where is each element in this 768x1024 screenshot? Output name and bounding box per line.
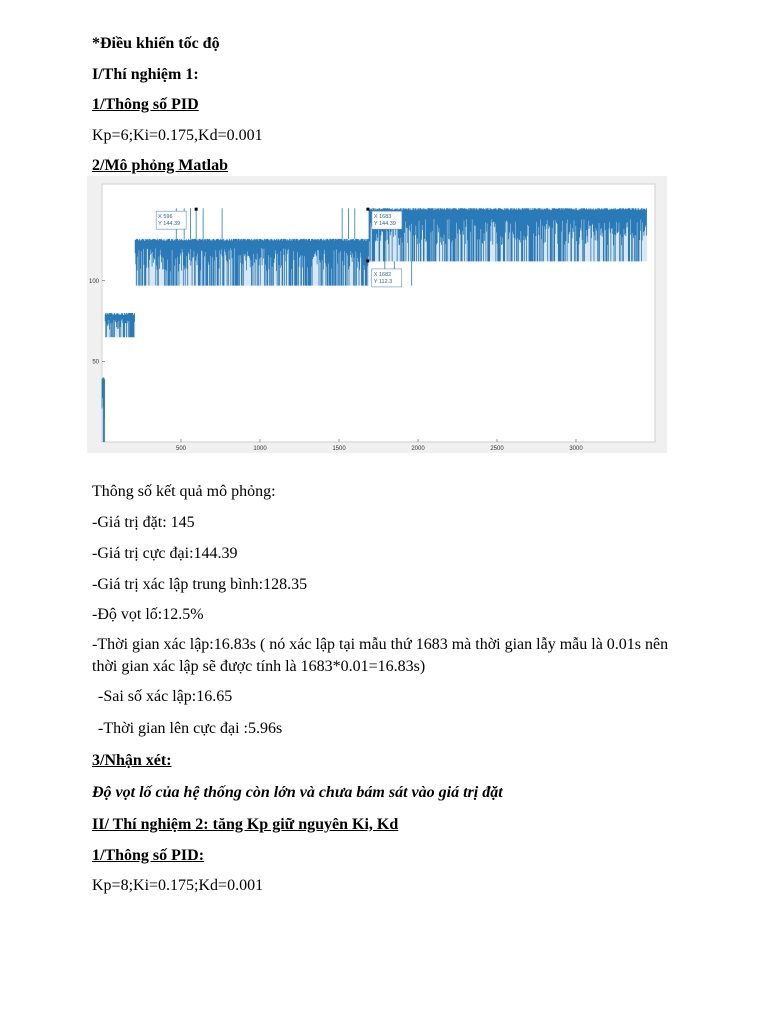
result-setpoint: -Giá trị đặt: 145 — [92, 514, 195, 531]
datatip-x: X 1682 — [373, 271, 392, 278]
results-heading: Thông số kết quả mô phỏng: — [92, 483, 276, 500]
datatip-x: X 596 — [158, 214, 173, 221]
result-max-value: -Giá trị cực đại:144.39 — [92, 545, 238, 562]
pid-params-heading: 1/Thông số PID — [92, 96, 199, 113]
result-overshoot: -Độ vọt lố:12.5% — [92, 606, 204, 623]
matlab-plot — [87, 176, 667, 453]
y-tick-label: 100 — [88, 278, 99, 285]
result-settling-time: -Thời gian xác lập:16.83s ( nó xác lập tại mẫu thứ 1683 mà thời gian lẫy mẫu là 0.01s nên thời gian xác lập sẽ được tính là 1683*0.01=16.83s) — [92, 636, 669, 675]
datatip-x: X 1683 — [373, 214, 392, 221]
datatip-marker — [366, 208, 369, 211]
x-tick-label: 1500 — [332, 446, 346, 452]
datatip-y: Y 144.39 — [158, 221, 181, 228]
datatip-y: Y 144.39 — [373, 221, 396, 228]
x-tick-label: 2000 — [411, 446, 425, 452]
y-tick-label: 50 — [92, 359, 99, 366]
experiment-1-title: I/Thí nghiệm 1: — [92, 66, 199, 83]
result-avg-settled: -Giá trị xác lập trung bình:128.35 — [92, 576, 308, 593]
matlab-sim-heading: 2/Mô phỏng Matlab — [92, 157, 229, 174]
x-tick-label: 1000 — [253, 446, 267, 452]
pid-params-values: Kp=6;Ki=0.175,Kd=0.001 — [92, 127, 263, 144]
x-tick-label: 500 — [175, 446, 187, 452]
result-steady-error: -Sai số xác lập:16.65 — [98, 688, 233, 705]
remark-heading: 3/Nhận xét: — [92, 752, 172, 769]
remark-text: Độ vọt lố của hệ thống còn lớn và chưa bám sát vào giá trị đặt — [92, 784, 503, 801]
x-tick-label: 2500 — [490, 446, 504, 452]
result-peak-time: -Thời gian lên cực đại :5.96s — [98, 720, 283, 737]
exp2-pid-heading: 1/Thông số PID: — [92, 847, 205, 864]
page-heading: *Điều khiển tốc độ — [92, 35, 220, 52]
datatip-y: Y 112.3 — [373, 278, 393, 285]
x-tick-label: 3000 — [569, 446, 583, 452]
datatip-marker — [195, 208, 198, 211]
datatip-marker — [366, 259, 369, 262]
experiment-2-title: II/ Thí nghiệm 2: tăng Kp giữ nguyên Ki, Kd — [92, 816, 399, 833]
exp2-pid-values: Kp=8;Ki=0.175;Kd=0.001 — [92, 877, 264, 894]
